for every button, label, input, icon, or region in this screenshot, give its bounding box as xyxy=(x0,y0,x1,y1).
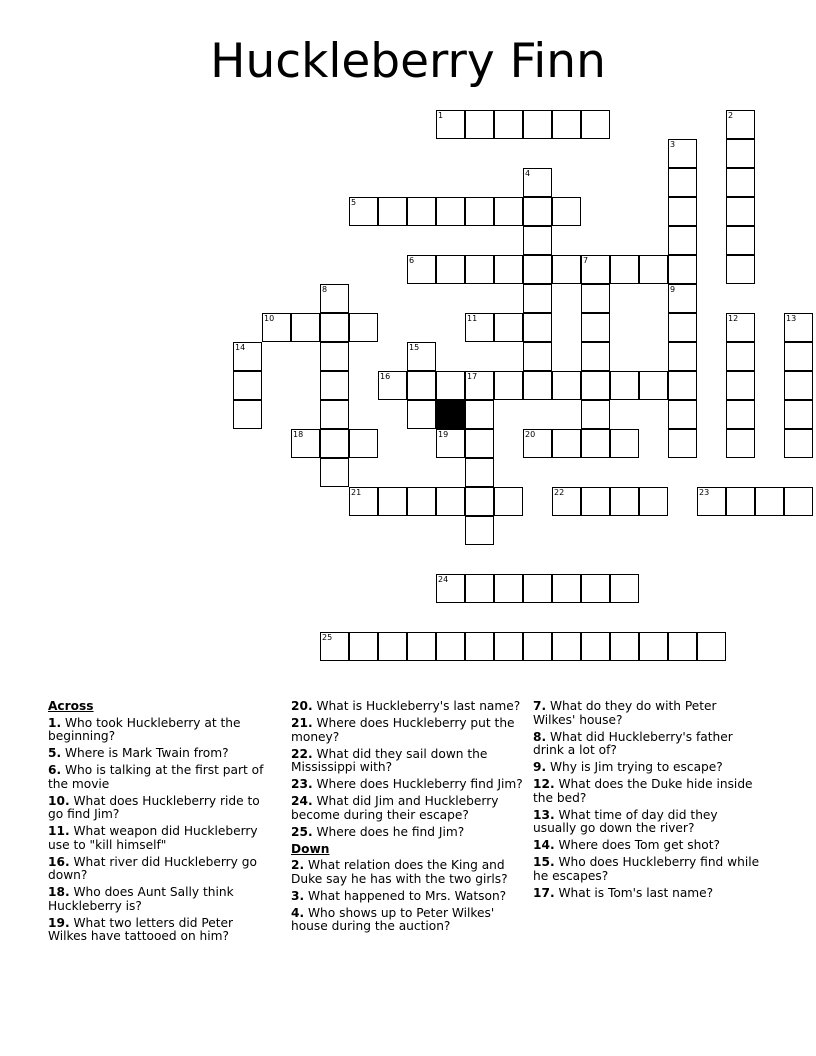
grid-cell[interactable] xyxy=(610,632,639,661)
clue-item xyxy=(48,764,273,791)
clue-item-number: 18. xyxy=(48,885,70,899)
clue-item xyxy=(48,856,273,883)
grid-cell[interactable] xyxy=(784,342,813,371)
grid-cell[interactable] xyxy=(320,371,349,400)
clue-item xyxy=(48,747,273,761)
grid-cell[interactable] xyxy=(262,313,291,342)
grid-cell[interactable] xyxy=(436,429,465,458)
grid-cell[interactable] xyxy=(726,139,755,168)
grid-cell[interactable] xyxy=(465,255,494,284)
clue-item-text: Who does Huckleberry find while he escapes? xyxy=(533,855,760,883)
clue-item-text: Who is talking at the first part of the movie xyxy=(48,763,264,791)
clue-item-text: Who shows up to Peter Wilkes' house during the auction? xyxy=(291,905,495,933)
clue-number: 4 xyxy=(525,169,531,178)
grid-cell[interactable] xyxy=(726,487,755,516)
grid-cell[interactable] xyxy=(784,371,813,400)
grid-cell[interactable] xyxy=(552,574,581,603)
clue-item xyxy=(291,795,523,822)
grid-cell[interactable] xyxy=(552,371,581,400)
clue-item xyxy=(533,700,761,727)
grid-cell[interactable] xyxy=(726,168,755,197)
grid-cell[interactable] xyxy=(465,313,494,342)
clue-item-number: 4. xyxy=(291,905,305,920)
grid-cell[interactable] xyxy=(668,429,697,458)
grid-cell[interactable] xyxy=(668,168,697,197)
clue-item-text: What did Jim and Huckleberry become during their escape? xyxy=(291,794,499,822)
grid-cell[interactable] xyxy=(668,197,697,226)
grid-cell[interactable] xyxy=(436,110,465,139)
grid-cell[interactable] xyxy=(320,632,349,661)
grid-cell[interactable] xyxy=(465,632,494,661)
grid-cell[interactable] xyxy=(378,371,407,400)
clue-item-number: 24. xyxy=(291,794,313,808)
grid-cell[interactable] xyxy=(320,284,349,313)
grid-cell[interactable] xyxy=(610,255,639,284)
clue-item-text: Where does Huckleberry find Jim? xyxy=(312,777,523,791)
clue-number: 11 xyxy=(467,314,478,323)
clue-item-number: 19. xyxy=(48,915,70,930)
puzzle-title: Huckleberry Finn xyxy=(210,34,606,89)
grid-cell[interactable] xyxy=(639,632,668,661)
clue-item-text: What does Huckleberry ride to go find Jim? xyxy=(48,793,260,821)
grid-cell[interactable] xyxy=(668,313,697,342)
grid-cell[interactable] xyxy=(784,400,813,429)
grid-cell[interactable] xyxy=(581,429,610,458)
grid-cell[interactable] xyxy=(639,371,668,400)
grid-cell[interactable] xyxy=(784,487,813,516)
clue-item-number: 13. xyxy=(533,807,555,822)
clue-item-text: What two letters did Peter Wilkes have tattooed on him? xyxy=(48,915,234,943)
grid-cell[interactable] xyxy=(407,197,436,226)
grid-cell[interactable] xyxy=(552,110,581,139)
grid-cell[interactable] xyxy=(436,255,465,284)
grid-cell[interactable] xyxy=(523,574,552,603)
clue-item-text: What happened to Mrs. Watson? xyxy=(304,888,507,903)
grid-cell[interactable] xyxy=(465,458,494,487)
clue-item-number: 7. xyxy=(533,699,547,713)
clue-number: 14 xyxy=(235,343,246,352)
clue-item-text: What weapon did Huckleberry use to "kill himself" xyxy=(48,824,258,852)
grid-cell[interactable] xyxy=(465,371,494,400)
clue-item-text: Where is Mark Twain from? xyxy=(61,746,229,760)
grid-cell[interactable] xyxy=(523,168,552,197)
black-square xyxy=(436,400,465,429)
grid-cell[interactable] xyxy=(726,255,755,284)
clue-item-text: Where does Tom get shot? xyxy=(554,838,721,852)
clue-item-number: 2. xyxy=(291,858,305,872)
clue-item xyxy=(533,731,761,758)
clue-item-text: What did Huckleberry's father drink a lot of? xyxy=(533,729,733,757)
clue-item xyxy=(533,809,761,836)
clue-item-number: 8. xyxy=(533,729,547,744)
clue-item xyxy=(291,826,523,840)
grid-cell[interactable] xyxy=(378,487,407,516)
grid-cell[interactable] xyxy=(726,197,755,226)
grid-cell[interactable] xyxy=(349,632,378,661)
clue-number: 19 xyxy=(438,430,449,439)
clue-number: 13 xyxy=(786,314,797,323)
grid-cell[interactable] xyxy=(668,632,697,661)
grid-cell[interactable] xyxy=(465,197,494,226)
clue-item-number: 16. xyxy=(48,854,70,869)
clue-item-text: What is Tom's last name? xyxy=(554,885,714,900)
grid-cell[interactable] xyxy=(552,255,581,284)
clue-item xyxy=(533,839,761,853)
clue-item-text: What time of day did they usually go down the river? xyxy=(533,807,718,835)
clue-item xyxy=(533,778,761,805)
clue-item-number: 23. xyxy=(291,777,313,791)
grid-cell[interactable] xyxy=(407,342,436,371)
grid-cell[interactable] xyxy=(465,110,494,139)
clue-item-number: 21. xyxy=(291,716,313,730)
grid-cell[interactable] xyxy=(494,110,523,139)
clue-number: 20 xyxy=(525,430,536,439)
grid-cell[interactable] xyxy=(581,632,610,661)
clue-item-text: What relation does the King and Duke say he has with the two girls? xyxy=(291,858,508,886)
grid-cell[interactable] xyxy=(349,313,378,342)
grid-cell[interactable] xyxy=(320,313,349,342)
grid-cell[interactable] xyxy=(784,313,813,342)
clue-item xyxy=(291,778,523,792)
clue-number: 12 xyxy=(728,314,739,323)
grid-cell[interactable] xyxy=(494,197,523,226)
grid-cell[interactable] xyxy=(726,371,755,400)
grid-cell[interactable] xyxy=(668,284,697,313)
grid-cell[interactable] xyxy=(407,632,436,661)
grid-cell[interactable] xyxy=(581,284,610,313)
grid-cell[interactable] xyxy=(494,574,523,603)
clue-item-number: 9. xyxy=(533,760,547,774)
clue-number: 18 xyxy=(293,430,304,439)
clue-item-text: What do they do with Peter Wilkes' house? xyxy=(533,699,717,727)
grid-cell[interactable] xyxy=(407,255,436,284)
clue-number: 25 xyxy=(322,633,333,642)
grid-cell[interactable] xyxy=(436,371,465,400)
clue-item-number: 12. xyxy=(533,777,555,791)
grid-cell[interactable] xyxy=(523,313,552,342)
grid-cell[interactable] xyxy=(784,429,813,458)
grid-cell[interactable] xyxy=(233,371,262,400)
clue-item-number: 3. xyxy=(291,888,305,903)
grid-cell[interactable] xyxy=(610,371,639,400)
grid-cell[interactable] xyxy=(465,574,494,603)
clue-number: 10 xyxy=(264,314,275,323)
grid-cell[interactable] xyxy=(581,400,610,429)
grid-cell[interactable] xyxy=(668,139,697,168)
grid-cell[interactable] xyxy=(465,516,494,545)
grid-cell[interactable] xyxy=(320,458,349,487)
grid-cell[interactable] xyxy=(320,342,349,371)
clue-item-number: 6. xyxy=(48,763,62,777)
grid-cell[interactable] xyxy=(523,226,552,255)
grid-cell[interactable] xyxy=(581,313,610,342)
clue-number: 1 xyxy=(438,111,444,120)
clue-column-3 xyxy=(533,700,761,904)
grid-cell[interactable] xyxy=(639,255,668,284)
grid-cell[interactable] xyxy=(407,400,436,429)
grid-cell[interactable] xyxy=(494,371,523,400)
grid-cell[interactable] xyxy=(494,255,523,284)
grid-cell[interactable] xyxy=(523,371,552,400)
grid-cell[interactable] xyxy=(320,400,349,429)
clue-item xyxy=(48,917,273,944)
grid-cell[interactable] xyxy=(610,429,639,458)
grid-cell[interactable] xyxy=(726,400,755,429)
grid-cell[interactable] xyxy=(552,487,581,516)
grid-cell[interactable] xyxy=(639,487,668,516)
clue-number: 17 xyxy=(467,372,478,381)
clue-number: 16 xyxy=(380,372,391,381)
clue-item-number: 22. xyxy=(291,746,313,761)
grid-cell[interactable] xyxy=(407,371,436,400)
clue-number: 24 xyxy=(438,575,449,584)
grid-cell[interactable] xyxy=(726,110,755,139)
grid-cell[interactable] xyxy=(726,313,755,342)
clue-item xyxy=(533,856,761,883)
clue-item xyxy=(291,859,523,886)
clue-item-text: Where does he find Jim? xyxy=(312,824,465,839)
grid-cell[interactable] xyxy=(465,487,494,516)
clue-number: 6 xyxy=(409,256,415,265)
grid-cell[interactable] xyxy=(726,342,755,371)
clue-item-text: Where does Huckleberry put the money? xyxy=(291,716,515,744)
grid-cell[interactable] xyxy=(436,574,465,603)
clue-item-number: 1. xyxy=(48,715,62,730)
clue-item xyxy=(291,700,523,714)
grid-cell[interactable] xyxy=(523,110,552,139)
grid-cell[interactable] xyxy=(726,226,755,255)
clue-number: 9 xyxy=(670,285,676,294)
across-clues-list-cont xyxy=(291,700,523,839)
grid-cell[interactable] xyxy=(668,371,697,400)
clue-item xyxy=(291,907,523,934)
grid-cell[interactable] xyxy=(233,400,262,429)
clue-item-number: 14. xyxy=(533,838,555,852)
clue-number: 3 xyxy=(670,140,676,149)
grid-cell[interactable] xyxy=(581,574,610,603)
grid-cell[interactable] xyxy=(494,487,523,516)
grid-cell[interactable] xyxy=(349,197,378,226)
grid-cell[interactable] xyxy=(436,632,465,661)
clue-item-number: 10. xyxy=(48,793,70,808)
grid-cell[interactable] xyxy=(523,197,552,226)
grid-cell[interactable] xyxy=(668,342,697,371)
grid-cell[interactable] xyxy=(581,110,610,139)
grid-cell[interactable] xyxy=(697,632,726,661)
clue-item-number: 11. xyxy=(48,824,70,838)
grid-cell[interactable] xyxy=(378,632,407,661)
clue-number: 21 xyxy=(351,488,362,497)
grid-cell[interactable] xyxy=(668,400,697,429)
clue-column-1 xyxy=(48,700,273,947)
grid-cell[interactable] xyxy=(523,429,552,458)
grid-cell[interactable] xyxy=(581,371,610,400)
down-clues-list-cont xyxy=(533,700,761,900)
clue-item-number: 20. xyxy=(291,699,313,713)
grid-cell[interactable] xyxy=(581,255,610,284)
grid-cell[interactable] xyxy=(349,487,378,516)
across-header: Across xyxy=(48,699,94,713)
clue-item-number: 25. xyxy=(291,824,313,839)
grid-cell[interactable] xyxy=(668,226,697,255)
clue-item xyxy=(48,795,273,822)
grid-cell[interactable] xyxy=(233,342,262,371)
grid-cell[interactable] xyxy=(436,197,465,226)
grid-cell[interactable] xyxy=(320,429,349,458)
clue-item xyxy=(533,761,761,775)
down-clues-list xyxy=(291,859,523,934)
clue-item xyxy=(48,717,273,744)
grid-cell[interactable] xyxy=(523,284,552,313)
grid-cell[interactable] xyxy=(668,255,697,284)
clue-number: 7 xyxy=(583,256,589,265)
grid-cell[interactable] xyxy=(581,487,610,516)
grid-cell[interactable] xyxy=(494,632,523,661)
grid-cell[interactable] xyxy=(552,197,581,226)
grid-cell[interactable] xyxy=(436,487,465,516)
grid-cell[interactable] xyxy=(407,487,436,516)
grid-cell[interactable] xyxy=(378,197,407,226)
grid-cell[interactable] xyxy=(610,574,639,603)
down-header: Down xyxy=(291,841,330,856)
clue-number: 5 xyxy=(351,198,357,207)
grid-cell[interactable] xyxy=(523,255,552,284)
clue-number: 23 xyxy=(699,488,710,497)
clue-item-text: What river did Huckleberry go down? xyxy=(48,854,257,882)
clue-item xyxy=(291,717,523,744)
grid-cell[interactable] xyxy=(755,487,784,516)
clue-column-2 xyxy=(291,700,523,937)
clue-item xyxy=(48,886,273,913)
clue-item xyxy=(48,825,273,852)
clue-number: 8 xyxy=(322,285,328,294)
clue-item-text: Who took Huckleberry at the beginning? xyxy=(48,715,241,743)
clue-item-text: What did they sail down the Mississippi with? xyxy=(291,746,488,774)
grid-cell[interactable] xyxy=(523,342,552,371)
clue-number: 22 xyxy=(554,488,565,497)
clue-item-number: 15. xyxy=(533,855,555,869)
clue-item-text: Why is Jim trying to escape? xyxy=(546,760,723,774)
grid-cell[interactable] xyxy=(291,429,320,458)
clue-item-text: What does the Duke hide inside the bed? xyxy=(533,777,753,805)
clue-item xyxy=(291,748,523,775)
clue-item-text: What is Huckleberry's last name? xyxy=(312,699,521,713)
grid-cell[interactable] xyxy=(581,342,610,371)
grid-cell[interactable] xyxy=(610,487,639,516)
grid-cell[interactable] xyxy=(726,429,755,458)
grid-cell[interactable] xyxy=(349,429,378,458)
clue-item xyxy=(291,890,523,904)
clue-item-number: 17. xyxy=(533,885,555,900)
clue-number: 15 xyxy=(409,343,420,352)
grid-cell[interactable] xyxy=(697,487,726,516)
clue-item-number: 5. xyxy=(48,746,62,760)
grid-cell[interactable] xyxy=(523,632,552,661)
grid-cell[interactable] xyxy=(552,632,581,661)
across-clues-list xyxy=(48,717,273,944)
clue-number: 2 xyxy=(728,111,734,120)
grid-cell[interactable] xyxy=(465,400,494,429)
grid-cell[interactable] xyxy=(465,429,494,458)
grid-cell[interactable] xyxy=(291,313,320,342)
clue-item-text: Who does Aunt Sally think Huckleberry is? xyxy=(48,885,234,913)
grid-cell[interactable] xyxy=(552,429,581,458)
clue-item xyxy=(533,887,761,901)
grid-cell[interactable] xyxy=(494,313,523,342)
